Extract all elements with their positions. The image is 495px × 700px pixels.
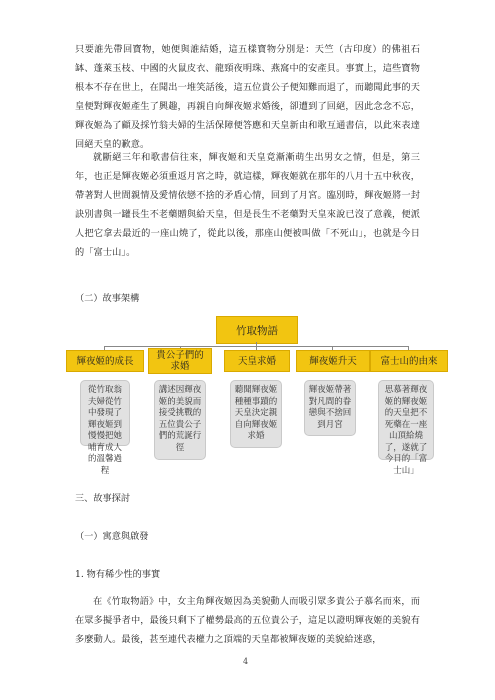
diagram-detail-fuji-origin: 思慕著輝夜姬的輝夜姬的天皇把不死藥在一座山頂給燒了，遂就了今日的「富士山」	[378, 380, 434, 460]
diagram-category-ascension: 輝夜姬升天	[296, 350, 370, 372]
paragraph-scarcity: 在《竹取物語》中，女主角輝夜姬因為美貌動人而吸引眾多貴公子慕名而來，而在眾多擬爭者中，最後只剩下了權勢最高的五位貴公子，這足以證明輝夜姬的美貌有多麼動人。最後，甚至連代表權力之頂端的天皇都被輝夜姬的美貌給迷惑，	[75, 596, 420, 645]
page-number: 4	[243, 657, 249, 666]
paragraph-story-1: 只要誰先帶回寶物，她便與誰結婚，這五樣寶物分別是：天竺（古印度）的佛祖石缽、蓬萊玉枝、中國的火鼠皮衣、龍頸夜明珠、燕窩中的安產貝。事實上，這些寶物根本不存在世上，在聞出一堆笑話後，這五位貴公子便知難而退了，而聽聞此事的天皇便對輝夜姬產生了興趣，再親自向輝夜姬求婚後，卻遭到了回絕，因此念念不忘，輝夜姬為了顧及採竹翁夫婦的生活保障便答應和天皇新由和歌互通書信，以此來表達回絕天皇的歉意。	[75, 44, 420, 150]
diagram-detail-nobles-proposal: 講述因輝夜姬的美貌而接受挑戰的五位貴公子們的荒誕行徑	[154, 380, 206, 460]
diagram-category-emperor-proposal: 天皇求婚	[224, 350, 290, 372]
paragraph-story-2: 就斷絕三年和歌書信往來，輝夜姬和天皇竟漸漸萌生出男女之情，但是，第三年，也正是輝夜姬必須重返月宮之時，就這樣，輝夜姬就在那年的八月十五中秋夜，帶著對人世間親情及愛情依戀不捨的矛盾心情，回到了月宮。臨別時，輝夜姬將一封訣別書與一罐長生不老藥贈與給天皇，但是長生不老藥對天皇來說已沒了意義，便派人把它拿去最近的一座山燒了，從此以後，那座山便被叫做「不死山」，也就是今日的「富士山」。	[75, 152, 420, 258]
diagram-category-growth: 輝夜姬的成長	[66, 350, 144, 372]
diagram-detail-ascension: 輝夜姬帶著對凡間的眷戀與不捨回到月宮	[304, 380, 356, 436]
diagram-detail-emperor-proposal: 聽聞輝夜姬種種事蹟的天皇決定親自向輝夜姬求婚	[230, 380, 282, 448]
diagram-category-nobles-proposal: 貴公子們的求婚	[148, 348, 212, 374]
diagram-detail-growth: 從竹取翁夫婦從竹中發現了輝夜姬到慢慢把她哺育成人的溫馨過程	[80, 380, 130, 446]
diagram-root: 竹取物語	[216, 316, 298, 344]
heading-story-discussion: 三、故事探討	[75, 493, 131, 504]
heading-meaning: （一）寓意與啟發	[75, 531, 149, 542]
story-structure-diagram	[64, 312, 444, 476]
diagram-category-fuji-origin: 富士山的由來	[370, 350, 448, 372]
heading-scarcity: 1. 物有稀少性的事實	[75, 569, 161, 580]
heading-story-structure: （二）故事架構	[75, 293, 140, 304]
